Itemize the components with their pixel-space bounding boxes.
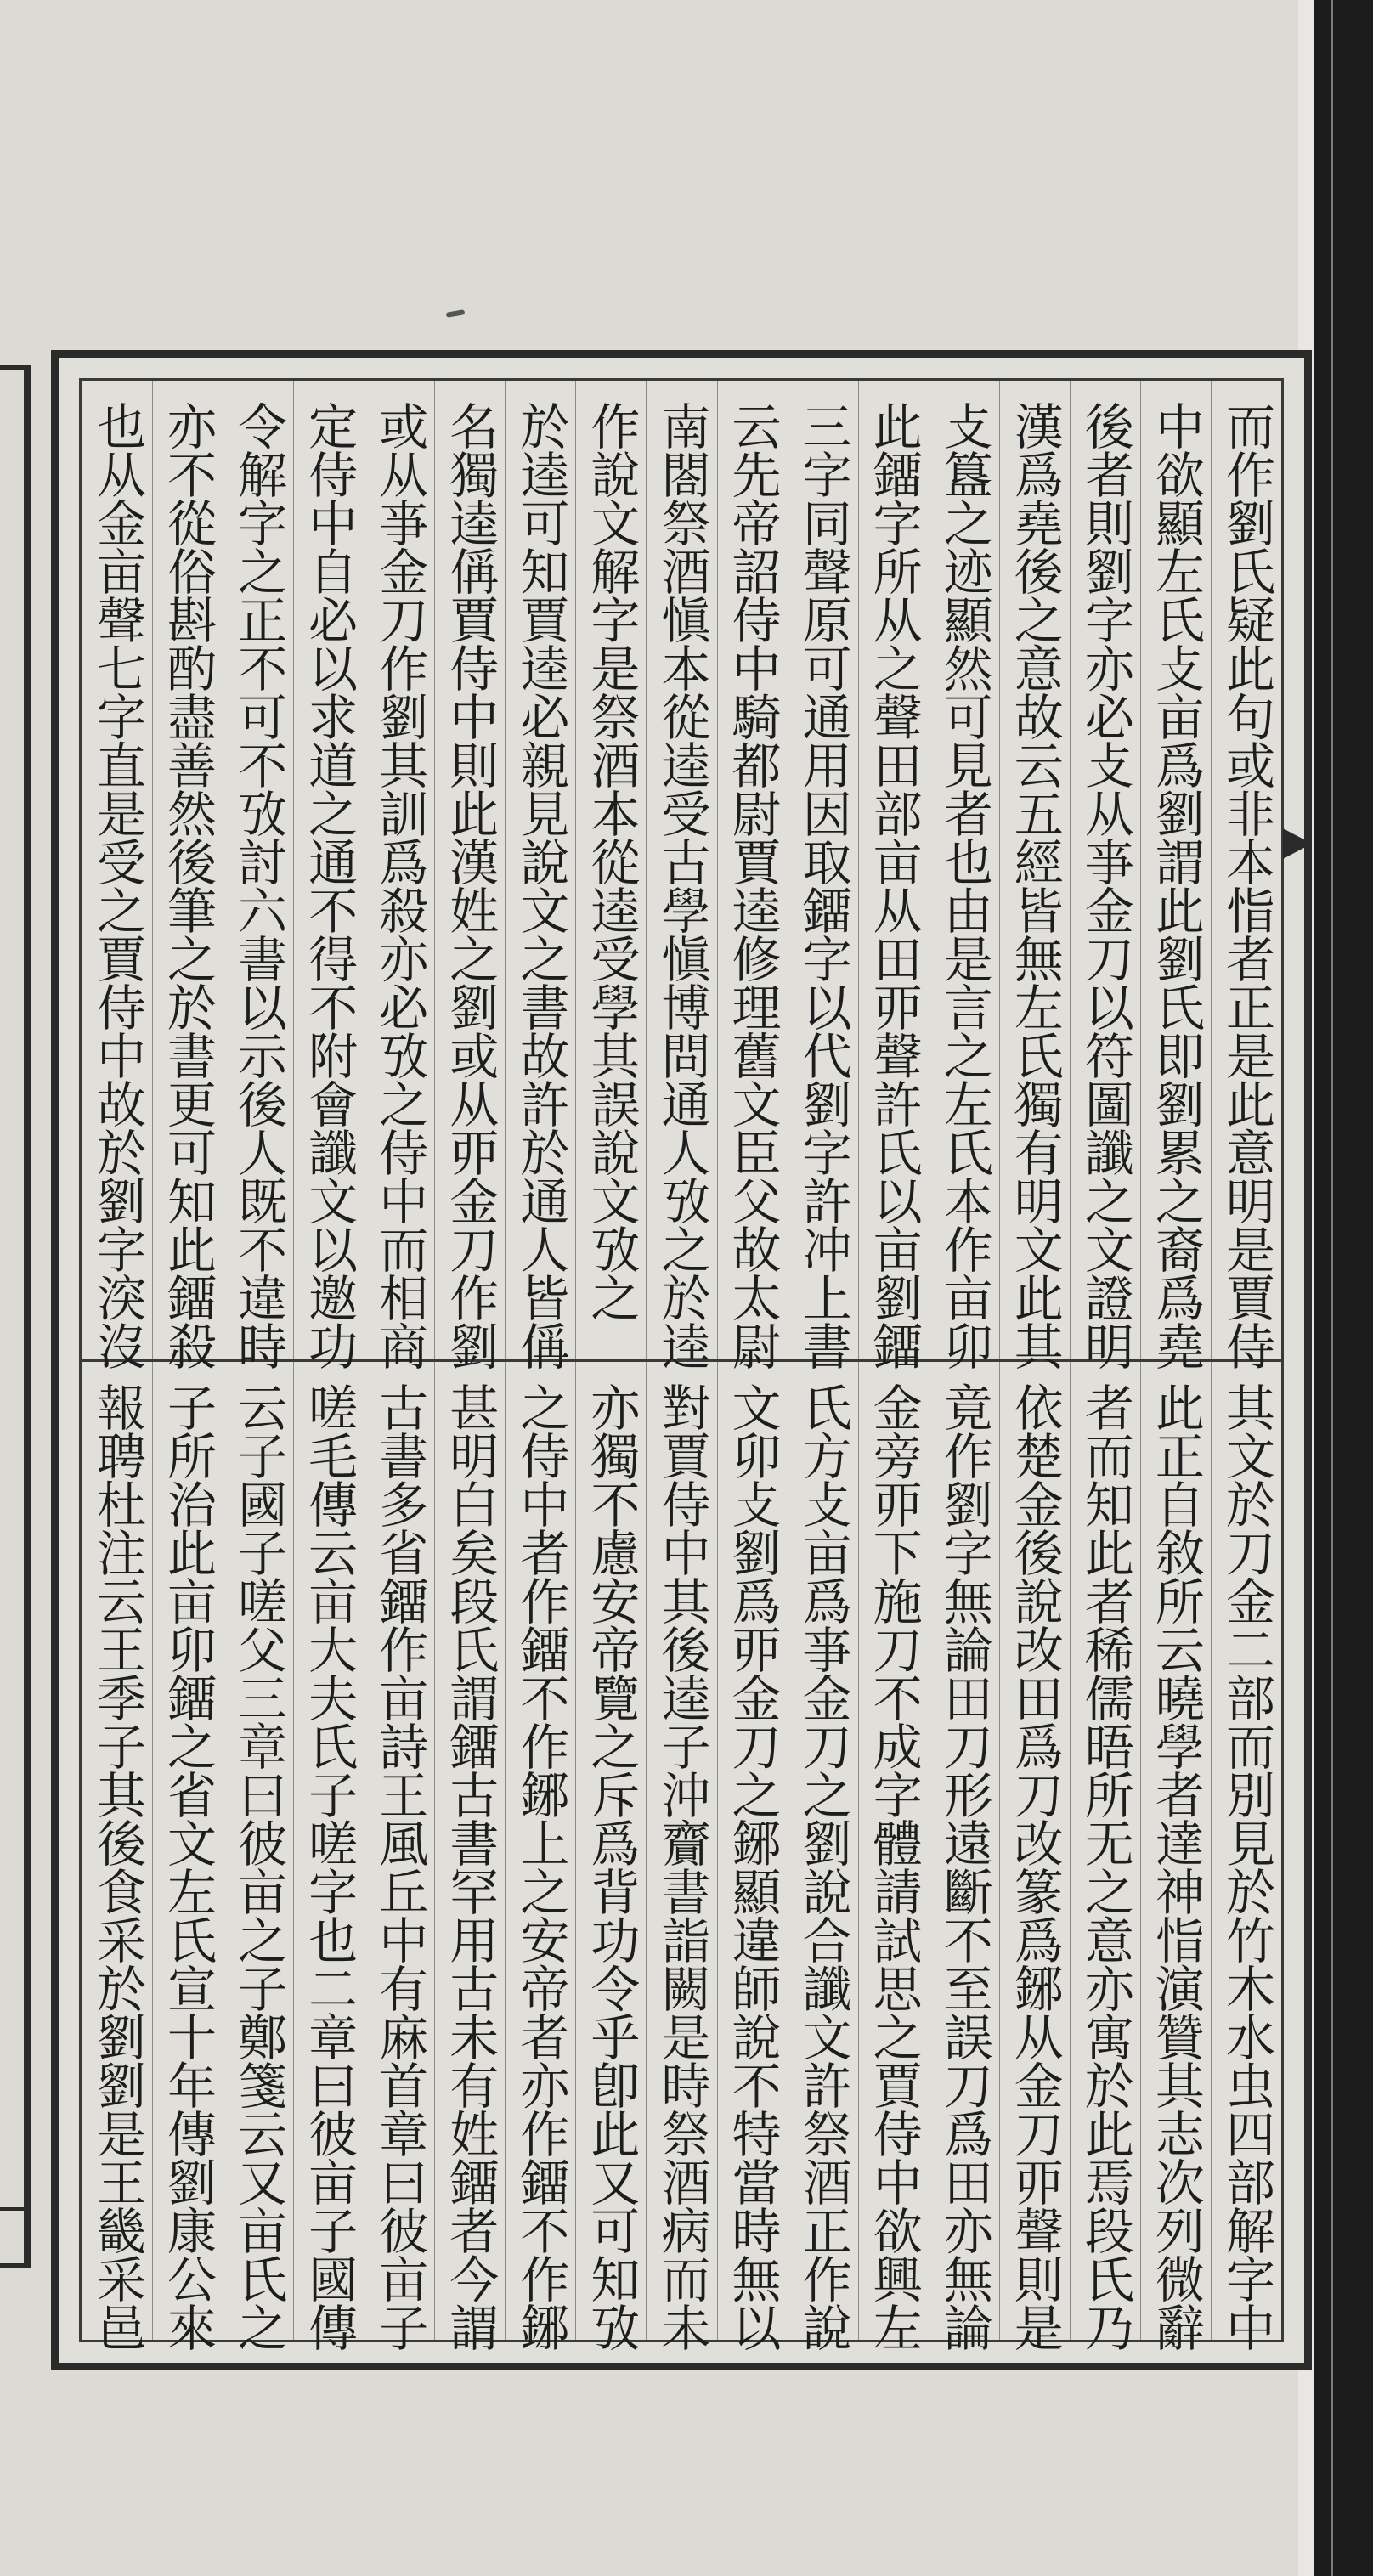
column-text: 此鐂字所从之聲田部亩从田丣聲許氏以亩劉鐂: [864, 401, 923, 1370]
text-column: [858, 381, 929, 1370]
text-column: [1070, 381, 1140, 1370]
text-column: [505, 1362, 575, 2351]
text-column: [929, 1362, 999, 2351]
column-text: 作說文解字是祭酒本從逵受學其誤說文攷之: [582, 401, 641, 1321]
text-column: [788, 1362, 858, 2351]
column-text: 中欲顯左氏攴亩爲劉謂此劉氏即劉累之裔爲堯: [1146, 401, 1205, 1370]
column-text: 之侍中者作鐂不作鋣上之安帝者亦作鐂不作鋣: [511, 1382, 570, 2351]
text-column: [999, 1362, 1070, 2351]
upper-register: [82, 381, 1281, 1370]
text-column: [1211, 1362, 1281, 2351]
text-column: [1140, 1362, 1211, 2351]
column-text: 對賈侍中其後逵子沖齎書詣闕是時祭酒病而未: [653, 1382, 711, 2351]
column-text: 者而知此者稀儒晤所无之意亦寓於此焉段氏乃: [1076, 1382, 1134, 2351]
page-frame: [51, 350, 1312, 2370]
text-column: [82, 1362, 152, 2351]
spine-edge-line: [1331, 0, 1333, 2576]
book-spine: [1314, 0, 1373, 2576]
column-text: 三字同聲原可通用因取鐂字以代劉字許冲上書: [794, 401, 852, 1370]
column-text: 令解字之正不可不攷討六書以示後人既不違時: [229, 401, 288, 1370]
text-column: [999, 381, 1070, 1370]
text-column: [717, 1362, 788, 2351]
column-text: 甚明白矣段氏謂鐂古書罕用古未有姓鐂者今謂: [441, 1382, 500, 2351]
lower-register: [82, 1362, 1281, 2351]
column-text: 定侍中自必以求道之通不得不附會讖文以邀功: [300, 401, 359, 1370]
text-column: [717, 381, 788, 1370]
column-text: 此正自敘所云曉學者達神恉演贊其志次列微辭: [1146, 1382, 1205, 2351]
column-text: 古書多省鐂作亩詩王風丘中有麻首章曰彼亩子: [370, 1382, 429, 2351]
column-text: 漢爲堯後之意故云五經皆無左氏獨有明文此其: [1005, 401, 1064, 1370]
fish-tail-mark: [1283, 828, 1312, 859]
column-text: 南閤祭酒愼本從逵受古學愼博問通人攷之於逵: [653, 401, 711, 1370]
text-column: [82, 381, 152, 1370]
column-text: 云子國子嗟父三章曰彼亩之子鄭箋云又亩氏之: [229, 1382, 288, 2351]
text-column: [1140, 381, 1211, 1370]
column-text: 嗟毛傳云亩大夫氏子嗟字也二章曰彼亩子國傳: [300, 1382, 359, 2351]
text-column: [575, 381, 646, 1359]
text-column: [364, 1362, 434, 2351]
text-column: [223, 381, 293, 1370]
column-text: 而作劉氏疑此句或非本恉者正是此意明是賈侍: [1217, 401, 1275, 1370]
column-text: 云先帝詔侍中騎都尉賈逵修理舊文臣父故太尉: [723, 401, 782, 1370]
text-column: [434, 381, 505, 1370]
column-text: 攴簋之迹顯然可見者也由是言之左氏本作亩卯: [935, 401, 993, 1370]
column-text: 金旁丣下施刀不成字體請試思之賈侍中欲興左: [864, 1382, 923, 2351]
text-column: [293, 1362, 364, 2351]
column-text: 亦獨不慮安帝覽之斥爲背功令乎卽此又可知攷: [582, 1382, 641, 2351]
text-column: [293, 381, 364, 1370]
text-column: [646, 381, 716, 1370]
column-text: 文卯攴劉爲丣金刀之鋣顯違師說不特當時無以: [723, 1382, 782, 2351]
text-block: [79, 378, 1284, 2351]
column-text: 其文於刀金二部而別見於竹木水虫四部解字中: [1217, 1382, 1275, 2351]
text-column: [505, 381, 575, 1370]
column-text: 名獨逵偁賈侍中則此漢姓之劉或从丣金刀作劉: [441, 401, 500, 1370]
text-column: [434, 1362, 505, 2351]
column-text: 氏方攴亩爲亊金刀之劉說合讖文許祭酒正作說: [794, 1382, 852, 2351]
text-column: [788, 381, 858, 1370]
adjacent-page-tick: [0, 2207, 31, 2211]
column-text: 竟作劉字無論田刀形遠斷不至誤刀爲田亦無論: [935, 1382, 993, 2351]
adjacent-page-edge: [0, 365, 31, 2268]
text-column: [929, 381, 999, 1370]
ink-speck: [446, 309, 466, 318]
column-text: 後者則劉字亦必攴从亊金刀以符圖讖之文證明: [1076, 401, 1134, 1370]
text-column: [1211, 381, 1281, 1370]
column-text: 亦不從俗斟酌盡善然後筆之於書更可知此鐂殺: [159, 401, 218, 1370]
text-column: [223, 1362, 293, 2351]
column-text: 或从亊金刀作劉其訓爲殺亦必攷之侍中而相商: [370, 401, 429, 1370]
column-text: 子所治此亩卯鐂之省文左氏宣十年傳劉康公來: [159, 1382, 218, 2351]
column-text: 依楚金後說改田爲刀改篆爲鋣从金刀丣聲則是: [1005, 1382, 1064, 2351]
column-text: 也从金亩聲七字直是受之賈侍中故於劉字湥沒: [88, 401, 146, 1370]
text-column: [152, 1362, 223, 2351]
column-text: 於逵可知賈逵必親見說文之書故許於通人皆偁: [511, 401, 570, 1370]
text-column: [152, 381, 223, 1370]
text-column: [858, 1362, 929, 2351]
text-column: [1070, 1362, 1140, 2351]
text-column: [646, 1362, 716, 2351]
column-text: 報聘杜注云王季子其後食采於劉劉是王畿采邑: [88, 1382, 146, 2351]
text-column: [364, 381, 434, 1370]
text-column: [575, 1362, 646, 2351]
